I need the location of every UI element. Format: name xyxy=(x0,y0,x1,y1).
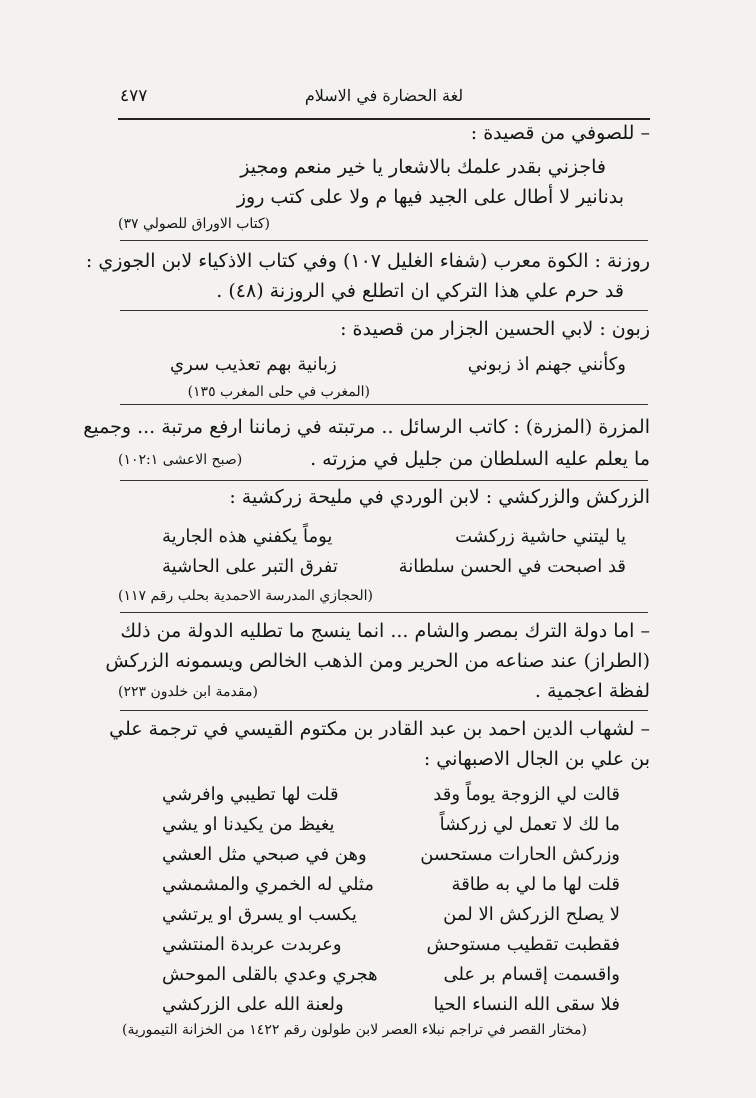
verse-first-half: وكأنني جهنم اذ زبوني xyxy=(467,354,626,375)
entry-line: قد حرم علي هذا التركي ان اتطلع في الروزنة (٤٨) . xyxy=(216,280,624,302)
verse-second-half: يوماً يكفني هذه الجارية xyxy=(162,526,333,547)
entry-mazurra xyxy=(83,412,650,484)
entry-separator xyxy=(120,310,648,311)
entry-separator xyxy=(120,710,648,711)
verse-first-half: واقسمت إقسام بر على xyxy=(443,964,620,985)
verse-first-half: لا يصلح الزركش الا لمن xyxy=(443,904,620,925)
source-citation: (مختار القصر في تراجم نبلاء العصر لابن طولون رقم ١٤٢٢ من الخزانة التيمورية) xyxy=(122,1022,587,1038)
verse-line: بدنانير لا أطال على الجيد فيها م ولا على كتب روز xyxy=(236,186,624,208)
verse-first-half: قالت لي الزوجة يوماً وقد xyxy=(433,784,620,805)
entry-line: ما يعلم عليه السلطان من جليل في مزرته . xyxy=(310,448,650,470)
source-citation: (كتاب الاوراق للصولي ٣٧) xyxy=(118,216,271,232)
source-citation: (صبح الاعشى ١٠٢:١) xyxy=(118,452,243,468)
entry-line: روزنة : الكوة معرب (شفاء الغليل ١٠٧) وفي كتاب الاذكياء لابن الجوزي : xyxy=(85,250,650,272)
verse-first-half: ما لك لا تعمل لي زركشاً xyxy=(439,814,620,835)
verse-second-half: قلت لها تطيبي وافرشي xyxy=(162,784,339,805)
entry-sufi-poem xyxy=(118,122,650,242)
entry-line: – اما دولة الترك بمصر والشام ... انما ينسج ما تطليه الدولة من ذلك xyxy=(120,620,650,642)
source-citation: (مقدمة ابن خلدون ٢٢٣) xyxy=(118,684,258,700)
verse-second-half: زبانية بهم تعذيب سري xyxy=(170,354,337,375)
entry-separator xyxy=(120,612,648,613)
header-rule xyxy=(118,118,650,120)
verse-second-half: مثلي له الخمري والمشمشي xyxy=(162,874,374,895)
entry-intro: الزركش والزركشي : لابن الوردي في مليحة زركشية : xyxy=(229,486,650,508)
verse-first-half: وزركش الحارات مستحسن xyxy=(420,844,620,865)
verse-second-half: وهن في صبحي مثل العشي xyxy=(162,844,367,865)
entry-line: (الطراز) عند صناعه من الحرير ومن الذهب الخالص ويسمونه الزركش xyxy=(105,650,650,672)
page-number: ٤٧٧ xyxy=(120,86,148,106)
entry-ibn-khaldun xyxy=(105,616,650,712)
verse-first-half: فقطبت تقطيب مستوحش xyxy=(426,934,620,955)
verse-second-half: تفرق التبر على الحاشية xyxy=(162,556,338,577)
verse-second-half: هجري وعدي بالقلى الموحش xyxy=(162,964,378,985)
verse-first-half: قد اصبحت في الحسن سلطانة xyxy=(398,556,626,577)
entry-line: المزرة (المزرة) : كاتب الرسائل .. مرتبته في زماننا ارفع مرتبة ... وجميع xyxy=(83,416,650,438)
verse-second-half: ولعنة الله على الزركشي xyxy=(162,994,344,1015)
verse-first-half: يا ليتني حاشية زركشت xyxy=(455,526,626,547)
entry-separator xyxy=(120,240,648,241)
entry-separator xyxy=(120,404,648,405)
entry-zabun xyxy=(118,314,650,404)
source-citation: (الحجازي المدرسة الاحمدية بحلب رقم ١١٧) xyxy=(118,588,374,604)
entry-intro: زبون : لابي الحسين الجزار من قصيدة : xyxy=(340,318,650,340)
entry-rawzana xyxy=(85,246,650,312)
entry-separator xyxy=(120,480,648,481)
entry-line: بن علي بن الجال الاصبهاني : xyxy=(423,748,650,770)
verse-first-half: فلا سقى الله النساء الحيا xyxy=(433,994,620,1015)
entry-line: لفظة اعجمية . xyxy=(534,680,650,702)
entry-ibn-maktum-poem xyxy=(109,714,650,1050)
page-header xyxy=(120,84,648,114)
verse-second-half: وعربدت عربدة المنتشي xyxy=(162,934,342,955)
source-citation: (المغرب في حلى المغرب ١٣٥) xyxy=(187,384,370,400)
running-title: لغة الحضارة في الاسلام xyxy=(304,86,464,105)
entry-intro: – للصوفي من قصيدة : xyxy=(470,122,650,144)
verse-line: فاجزني بقدر علمك بالاشعار يا خير منعم ومجيز xyxy=(240,156,606,178)
verse-second-half: يغيظ من يكيدنا او يشي xyxy=(162,814,335,835)
entry-line: – لشهاب الدين احمد بن عبد القادر بن مكتوم القيسي في ترجمة علي xyxy=(109,718,650,740)
verse-second-half: يكسب او يسرق او يرتشي xyxy=(162,904,357,925)
verse-first-half: قلت لها ما لي به طاقة xyxy=(451,874,620,895)
entry-zarkash xyxy=(118,486,650,610)
